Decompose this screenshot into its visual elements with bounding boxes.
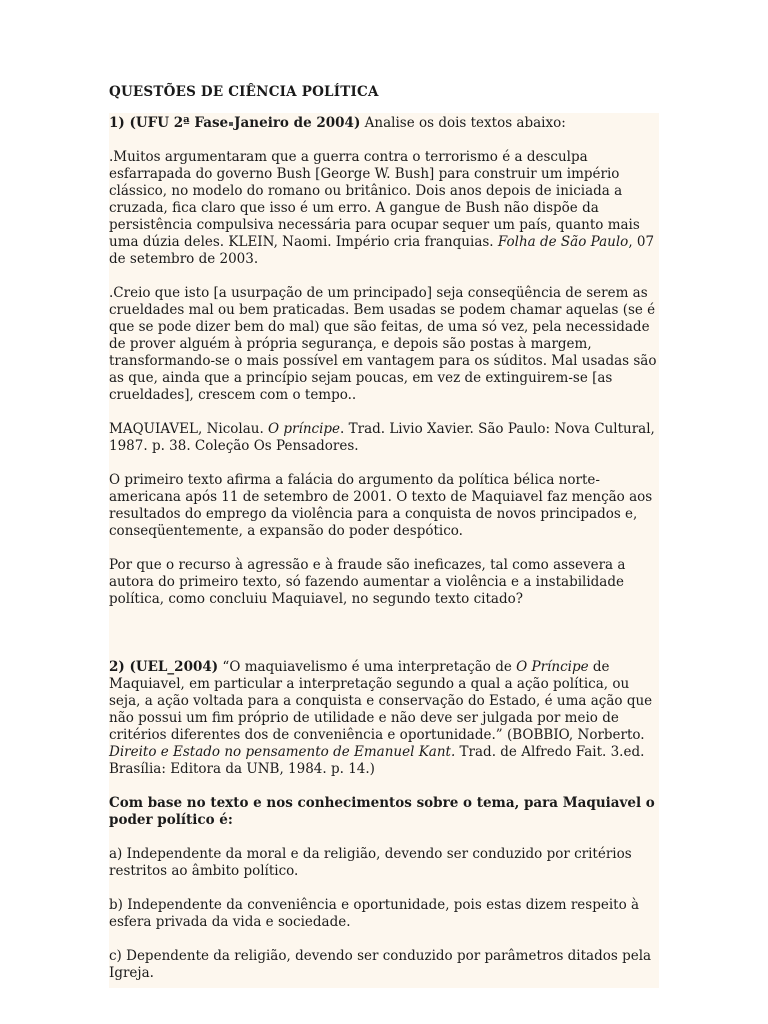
quote-title: O Príncipe [516,659,589,675]
spacer [109,625,659,659]
option-b: b) Independente da conveniência e oportunidade, pois estas dizem respeito à esfera privada da vida e sociedade. [109,897,640,930]
text-1-source-date: , 07 de setembro de 2003. [109,234,655,267]
reference-author: MAQUIAVEL, Nicolau. [109,421,269,437]
document-page [109,84,659,988]
reference-title: O príncipe [268,421,341,437]
comment-paragraph: O primeiro texto afirma a falácia do argumento da política bélica norte-americana após 11 de setembro de 2001. O texto de Maquiavel faz menção aos resultados do emprego da violência para a conquista de novos principados e, conseqüentemente, a expansão do poder despótico. [109,472,653,539]
text-1-source-title: Folha de São Paulo [497,234,629,250]
question-2-prompt-text: Com base no texto e nos conhecimentos sobre o tema, para Maquiavel o poder político é: [109,795,655,828]
question-block [109,113,659,988]
question-2-text [109,659,659,778]
question-2-number: 2) (UEL_2004) [109,659,219,675]
text-2: .Creio que isto [a usurpação de um principado] seja conseqüência de serem as crueldades mal ou bem praticadas. Bem usadas se podem chamar aquelas (se é que se pode dizer bem do mal) que são feitas, de uma só vez, pela necessidade de prover alguém à própria segurança, e depois são postas à margem, transformando-se o mais possível em vantagem para os súditos. Mal usadas são as que, ainda que a princípio sejam poucas, em vez de extinguirem-se [as crueldades], crescem com o tempo.. [109,285,657,403]
book-title: Direito e Estado no pensamento de Emanuel Kant. [109,744,456,760]
quote-start: “O maquiavelismo é uma interpretação de [218,659,517,675]
question-1-header [109,115,659,132]
page-title: QUESTÕES DE CIÊNCIA POLÍTICA [109,84,379,100]
book-details: Trad. de Alfredo Fait. 3.ed. Brasília: Editora da UNB, 1984. p. 14.) [109,744,645,777]
option-c: c) Dependente da religião, devendo ser conduzido por parâmetros ditados pela Igreja. [109,948,652,981]
question-2-prompt [109,795,659,829]
question-1-source: Janeiro de 2004) [234,115,361,131]
quote-rest: de Maquiavel, em particular a interpretação segundo a qual a ação política, ou seja, a ação voltada para a conquista e conservação do Estado, é uma ação que não possui um fim próprio de utilidade e não deve ser julgada por meio de critérios diferentes dos de conveniência e oportunidade.” (BOBBIO, Norberto. [109,659,653,743]
option-a: a) Independente da moral e da religião, devendo ser conduzido por critérios restritos ao âmbito político. [109,846,632,879]
question-1-number: 1) (UFU 2ª Fase [109,115,229,131]
question-1-prompt: Por que o recurso à agressão e à fraude são ineficazes, tal como assevera a autora do primeiro texto, só fazendo aumentar a violência e a instabilidade política, como concluiu Maquiavel, no segundo texto citado? [109,557,626,607]
reference-details: . Trad. Livio Xavier. São Paulo: Nova Cultural, 1987. p. 38. Coleção Os Pensadores. [109,421,655,454]
marker-icon [229,122,233,126]
question-1-intro: Analise os dois textos abaixo: [360,115,566,131]
text-1 [109,149,659,268]
text-1-body: .Muitos argumentaram que a guerra contra o terrorismo é a desculpa esfarrapada do governo Bush [George W. Bush] para construir um império clássico, no modelo do romano ou britânico. Dois anos depois de iniciada a cruzada, fica claro que isso é um erro. A gangue de Bush não dispõe da persistência compulsiva necessária para ocupar sequer um país, quanto mais uma dúzia deles. KLEIN, Naomi. Império cria franquias. [109,149,640,250]
reference [109,421,659,455]
